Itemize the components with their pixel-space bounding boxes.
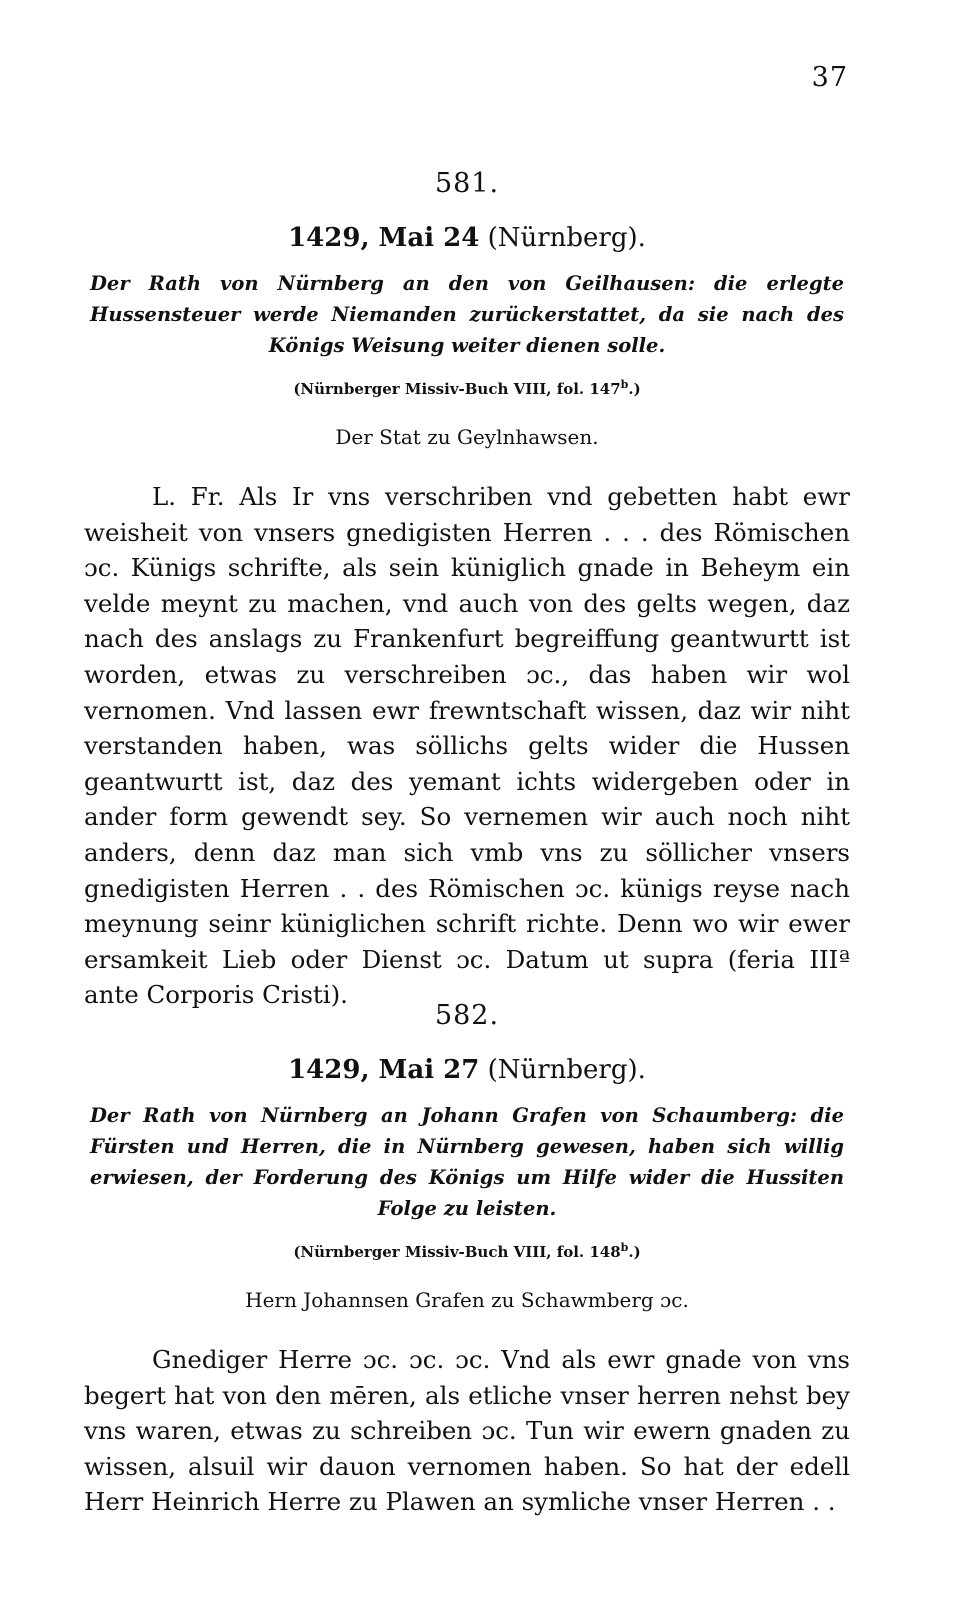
document-number: 582. [434, 1000, 500, 1031]
source-text: (Nürnberger Missiv-Buch VIII, fol. 147 [293, 380, 621, 398]
document-582 [84, 1000, 850, 1520]
source-citation [84, 1236, 850, 1264]
document-body: L. Fr. Als Ir vns verschriben vnd gebetten habt ewr weisheit von vnsers gnedigisten Herren . . . des Römischen ɔc. Künigs schrifte, als sein küniglich gnade in Beheym ein velde meynt zu machen, vnd auch von des gelts wegen, daz nach des anslags zu Frankenfurt begreiffung geantwurtt ist worden, etwas zu verschreiben ɔc., das haben wir wol vernomen. Vnd lassen ewr frewntschaft wissen, daz wir niht verstanden haben, was söllichs gelts wider die Hussen geantwurtt ist, daz des yemant ichts widergeben oder in ander form gewendt sey. So vernemen wir auch noch niht anders, denn daz man sich vmb vns zu söllicher vnsers gnedigisten Herren . . des Römischen ɔc. künigs reyse nach meynung seinr küniglichen schrift richte. Denn wo wir ewer ersamkeit Lieb oder Dienst ɔc. Datum ut supra (feria IIIª ante Corporis Cristi). [84, 482, 850, 1010]
source-superscript: b [620, 1241, 629, 1254]
document-581 [84, 168, 850, 1013]
page-number: 37 [811, 62, 848, 93]
document-date [84, 1054, 850, 1086]
document-date [84, 222, 850, 254]
addressee: Hern Johannsen Grafen zu Schawmberg ɔc. [245, 1288, 689, 1312]
source-end: .) [628, 380, 641, 398]
document-body: Gnediger Herre ɔc. ɔc. ɔc. Vnd als ewr gnade von vns begert hat von den mēren, als etliche vnser herren nehst bey vns waren, etwas zu schreiben ɔc. Tun wir ewern gnaden zu wissen, alsuil wir dauon vernomen haben. So hat der edell Herr Heinrich Herre zu Plawen an symliche vnser Herren . . [84, 1345, 850, 1517]
date-place: (Nürnberg). [487, 1055, 646, 1085]
date-text: 1429, Mai 24 [288, 223, 480, 253]
addressee: Der Stat zu Geylnhawsen. [335, 425, 599, 449]
source-end: .) [628, 1243, 641, 1261]
date-place: (Nürnberg). [487, 223, 646, 253]
document-number: 581. [434, 168, 500, 199]
document-summary: Der Rath von Nürnberg an Johann Grafen von Schaumberg: die Fürsten und Herren, die in Nürnberg gewesen, haben sich willig erwiesen, der Forderung des Königs um Hilfe wider die Hussiten Folge zu leisten. [90, 1104, 844, 1220]
source-superscript: b [620, 378, 629, 391]
source-text: (Nürnberger Missiv-Buch VIII, fol. 148 [293, 1243, 621, 1261]
date-text: 1429, Mai 27 [288, 1055, 480, 1085]
document-summary: Der Rath von Nürnberg an den von Geilhausen: die erlegte Hussensteuer werde Niemanden zurückerstattet, da sie nach des Königs Weisung weiter dienen solle. [90, 272, 844, 357]
source-citation [84, 373, 850, 401]
